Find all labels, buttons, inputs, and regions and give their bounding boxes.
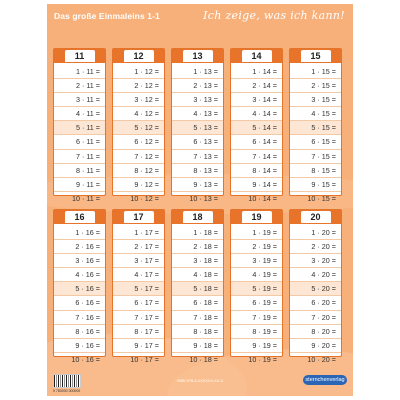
- card-header: [290, 49, 341, 63]
- equation-row: 8 · 14 =: [231, 164, 282, 178]
- equation-row: 4 · 16 =: [54, 268, 105, 282]
- equation-row: 8 · 13 =: [172, 164, 223, 178]
- equation-row: 2 · 17 =: [113, 240, 164, 254]
- card-header: [172, 49, 223, 63]
- card-header: [54, 49, 105, 63]
- times-table-card: [171, 209, 224, 364]
- card-header: [290, 210, 341, 224]
- equation-row: 1 · 12 =: [113, 65, 164, 79]
- equation-row: 4 · 14 =: [231, 107, 282, 121]
- times-table-card: [230, 209, 283, 364]
- equation-row: 7 · 13 =: [172, 150, 223, 164]
- equation-row: 8 · 20 =: [290, 325, 341, 339]
- equation-row: 1 · 16 =: [54, 226, 105, 240]
- equation-list: [231, 63, 282, 205]
- times-table-card: [112, 209, 165, 364]
- table-number: 16: [65, 211, 95, 223]
- equation-row: 6 · 11 =: [54, 135, 105, 149]
- equation-row: 5 · 15 =: [290, 121, 341, 135]
- barcode-number: 9 783000 000000: [53, 389, 81, 393]
- equation-row: 5 · 12 =: [113, 121, 164, 135]
- equation-row: 8 · 16 =: [54, 325, 105, 339]
- equation-row: 1 · 17 =: [113, 226, 164, 240]
- equation-row: 6 · 18 =: [172, 296, 223, 310]
- equation-row: 5 · 16 =: [54, 282, 105, 296]
- equation-list: [290, 224, 341, 366]
- equation-row: 5 · 11 =: [54, 121, 105, 135]
- equation-row: 5 · 18 =: [172, 282, 223, 296]
- equation-row: 6 · 17 =: [113, 296, 164, 310]
- equation-row: 10 · 14 =: [248, 193, 277, 203]
- equation-row: 7 · 20 =: [290, 311, 341, 325]
- equation-row: 3 · 15 =: [290, 93, 341, 107]
- equation-row: 9 · 18 =: [172, 339, 223, 353]
- table-number: 14: [242, 50, 272, 62]
- card-header: [54, 210, 105, 224]
- card-header: [113, 49, 164, 63]
- equation-row: 10 · 18 =: [189, 354, 218, 364]
- equation-list: [290, 63, 341, 205]
- equation-row: 3 · 20 =: [290, 254, 341, 268]
- equation-row: 7 · 15 =: [290, 150, 341, 164]
- equation-row: 2 · 14 =: [231, 79, 282, 93]
- equation-row: 7 · 19 =: [231, 311, 282, 325]
- equation-row: 2 · 15 =: [290, 79, 341, 93]
- equation-row: 7 · 12 =: [113, 150, 164, 164]
- table-number: 19: [242, 211, 272, 223]
- equation-list: [113, 224, 164, 366]
- equation-row: 6 · 12 =: [113, 135, 164, 149]
- card-header: [231, 210, 282, 224]
- times-table-card: [289, 48, 342, 203]
- equation-row: 6 · 14 =: [231, 135, 282, 149]
- equation-row: 8 · 12 =: [113, 164, 164, 178]
- equation-row: 8 · 18 =: [172, 325, 223, 339]
- equation-row: 2 · 20 =: [290, 240, 341, 254]
- publisher-logo: sternchenverlag: [303, 375, 347, 385]
- times-table-card: [171, 48, 224, 203]
- equation-row: 3 · 19 =: [231, 254, 282, 268]
- equation-row: 7 · 18 =: [172, 311, 223, 325]
- table-number: 13: [183, 50, 213, 62]
- equation-row: 2 · 18 =: [172, 240, 223, 254]
- equation-row: 9 · 19 =: [231, 339, 282, 353]
- equation-row: 7 · 16 =: [54, 311, 105, 325]
- equation-row: 7 · 17 =: [113, 311, 164, 325]
- poster-title: Das große Einmaleins 1-1: [54, 11, 160, 21]
- equation-row: 4 · 15 =: [290, 107, 341, 121]
- equation-row: 3 · 12 =: [113, 93, 164, 107]
- equation-row: 9 · 15 =: [290, 178, 341, 192]
- table-number: 20: [301, 211, 331, 223]
- equation-row: 5 · 13 =: [172, 121, 223, 135]
- equation-row: 10 · 15 =: [307, 193, 336, 203]
- equation-row: 7 · 14 =: [231, 150, 282, 164]
- equation-row: 9 · 16 =: [54, 339, 105, 353]
- equation-row: 2 · 12 =: [113, 79, 164, 93]
- equation-row: 3 · 14 =: [231, 93, 282, 107]
- equation-row: 9 · 11 =: [54, 178, 105, 192]
- equation-row: 10 · 12 =: [130, 193, 159, 203]
- times-table-card: [289, 209, 342, 364]
- equation-row: 1 · 14 =: [231, 65, 282, 79]
- equation-row: 5 · 17 =: [113, 282, 164, 296]
- table-number: 17: [124, 211, 154, 223]
- equation-row: 1 · 13 =: [172, 65, 223, 79]
- poster-slogan: Ich zeige, was ich kann!: [203, 9, 345, 22]
- equation-row: 9 · 13 =: [172, 178, 223, 192]
- equation-row: 9 · 12 =: [113, 178, 164, 192]
- equation-row: 4 · 11 =: [54, 107, 105, 121]
- equation-row: 10 · 11 =: [71, 193, 100, 203]
- isbn-text: ISBN 978-3-XXXXXX-XX-X: [176, 379, 224, 383]
- equation-row: 4 · 18 =: [172, 268, 223, 282]
- equation-row: 1 · 18 =: [172, 226, 223, 240]
- table-number: 18: [183, 211, 213, 223]
- equation-row: 3 · 16 =: [54, 254, 105, 268]
- times-table-card: [53, 209, 106, 364]
- equation-row: 5 · 14 =: [231, 121, 282, 135]
- equation-list: [231, 224, 282, 366]
- equation-row: 5 · 20 =: [290, 282, 341, 296]
- equation-row: 4 · 13 =: [172, 107, 223, 121]
- equation-row: 9 · 14 =: [231, 178, 282, 192]
- table-number: 11: [65, 50, 95, 62]
- equation-row: 4 · 19 =: [231, 268, 282, 282]
- equation-row: 1 · 20 =: [290, 226, 341, 240]
- equation-row: 4 · 12 =: [113, 107, 164, 121]
- equation-row: 8 · 19 =: [231, 325, 282, 339]
- card-header: [231, 49, 282, 63]
- equation-list: [54, 63, 105, 205]
- equation-row: 10 · 13 =: [189, 193, 218, 203]
- equation-row: 3 · 11 =: [54, 93, 105, 107]
- equation-row: 1 · 15 =: [290, 65, 341, 79]
- equation-row: 9 · 17 =: [113, 339, 164, 353]
- equation-row: 10 · 17 =: [130, 354, 159, 364]
- equation-row: 10 · 20 =: [307, 354, 336, 364]
- equation-row: 10 · 19 =: [248, 354, 277, 364]
- equation-row: 6 · 13 =: [172, 135, 223, 149]
- equation-list: [113, 63, 164, 205]
- equation-row: 8 · 15 =: [290, 164, 341, 178]
- card-header: [113, 210, 164, 224]
- barcode: [53, 374, 81, 388]
- table-number: 15: [301, 50, 331, 62]
- equation-row: 5 · 19 =: [231, 282, 282, 296]
- equation-row: 3 · 18 =: [172, 254, 223, 268]
- equation-row: 6 · 16 =: [54, 296, 105, 310]
- equation-row: 6 · 19 =: [231, 296, 282, 310]
- equation-row: 7 · 11 =: [54, 150, 105, 164]
- equation-list: [54, 224, 105, 366]
- equation-row: 10 · 16 =: [71, 354, 100, 364]
- equation-row: 4 · 20 =: [290, 268, 341, 282]
- table-number: 12: [124, 50, 154, 62]
- equation-row: 9 · 20 =: [290, 339, 341, 353]
- poster: [47, 4, 353, 396]
- equation-row: 6 · 15 =: [290, 135, 341, 149]
- times-table-card: [112, 48, 165, 203]
- equation-row: 8 · 11 =: [54, 164, 105, 178]
- times-table-card: [230, 48, 283, 203]
- equation-row: 3 · 13 =: [172, 93, 223, 107]
- equation-row: 4 · 17 =: [113, 268, 164, 282]
- equation-row: 2 · 16 =: [54, 240, 105, 254]
- equation-row: 2 · 13 =: [172, 79, 223, 93]
- equation-row: 3 · 17 =: [113, 254, 164, 268]
- equation-row: 1 · 19 =: [231, 226, 282, 240]
- equation-list: [172, 63, 223, 205]
- equation-row: 2 · 19 =: [231, 240, 282, 254]
- equation-row: 2 · 11 =: [54, 79, 105, 93]
- equation-row: 8 · 17 =: [113, 325, 164, 339]
- times-table-card: [53, 48, 106, 203]
- equation-row: 6 · 20 =: [290, 296, 341, 310]
- equation-row: 1 · 11 =: [54, 65, 105, 79]
- card-header: [172, 210, 223, 224]
- equation-list: [172, 224, 223, 366]
